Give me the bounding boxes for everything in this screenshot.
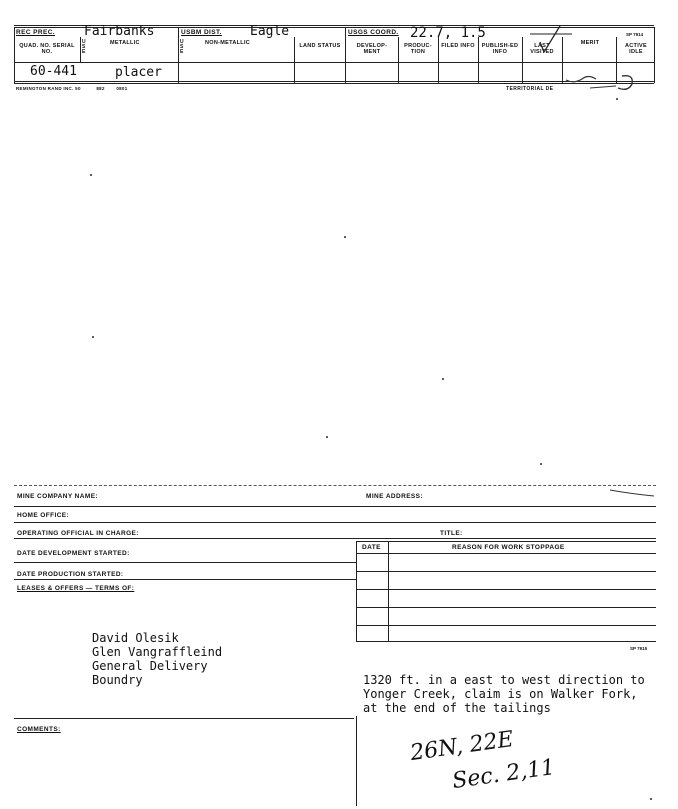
leases-label: LEASES & OFFERS — TERMS OF: <box>17 585 135 592</box>
pen-stroke-icon <box>608 486 656 498</box>
rec-prec-value: Fairbanks <box>84 24 155 39</box>
rule <box>356 716 357 806</box>
use-letter: U <box>180 39 184 45</box>
rule <box>356 541 357 641</box>
mine-address-label: MINE ADDRESS: <box>366 493 423 500</box>
use-letters-nonmetallic <box>180 40 184 55</box>
col-serial-no: SERIAL NO. <box>41 43 75 55</box>
rule <box>14 27 15 83</box>
rule <box>14 718 354 719</box>
printer-code-2: 0801 <box>116 86 128 91</box>
location-note-line: Yonger Creek, claim is on Walker Fork, <box>363 687 638 701</box>
rule <box>356 625 656 626</box>
rule <box>14 506 656 507</box>
col-last-visited: LAST VISITED <box>530 43 554 55</box>
col-metallic: METALLIC <box>110 40 140 46</box>
usgs-coord-label: USGS COORD. <box>348 29 399 36</box>
lessee-line: David Olesik <box>92 631 179 645</box>
speck <box>90 174 92 176</box>
col-development: DEVELOP-MENT <box>356 43 388 55</box>
mine-company-name-label: MINE COMPANY NAME: <box>17 493 98 500</box>
usbm-dist-label: USBM DIST. <box>181 29 222 36</box>
rule <box>356 607 656 608</box>
col-production: PRODUC-TION <box>404 43 432 55</box>
rule <box>438 37 439 83</box>
title-label: TITLE: <box>440 530 463 537</box>
speck <box>540 463 542 465</box>
rule <box>388 541 389 641</box>
handwritten-section: Sec. 2,11 <box>450 754 557 795</box>
lessee-line: Glen Vangraffleind <box>92 645 223 659</box>
rule <box>178 27 179 83</box>
col-merit: MERIT <box>580 40 600 46</box>
printer-line <box>16 86 128 91</box>
speck <box>344 236 346 238</box>
operating-official-label: OPERATING OFFICIAL IN CHARGE: <box>17 530 139 537</box>
use-letters-metallic <box>82 40 86 55</box>
use-letter: U <box>82 39 86 45</box>
form-number-2: SP 7915 <box>630 646 648 651</box>
handwritten-township: 26N, 22E <box>408 726 516 767</box>
col-active-idle: ACTIVE IDLE <box>625 43 647 55</box>
rec-prec-label: REC PREC. <box>16 29 55 36</box>
territorial-label: TERRITORIAL DE <box>506 86 554 92</box>
col-quad-serial <box>14 43 80 55</box>
date-prod-label: DATE PRODUCTION STARTED: <box>17 571 124 578</box>
comments-label: COMMENTS: <box>17 726 61 733</box>
rule <box>356 553 656 554</box>
rule <box>14 538 656 539</box>
speck <box>326 436 328 438</box>
location-note-line: 1320 ft. in a east to west direction to <box>363 673 645 687</box>
use-letter: S <box>82 44 86 50</box>
usgs-coord-value: 22.7, 1.5 <box>410 25 486 41</box>
rule <box>522 37 523 83</box>
rule <box>14 522 656 523</box>
printer-code-1: 882 <box>96 86 105 91</box>
form-number: SP 7914 <box>626 32 644 37</box>
speck <box>442 378 444 380</box>
lessee-line: General Delivery <box>92 659 208 673</box>
use-letter: E <box>180 49 184 55</box>
rule <box>80 37 81 62</box>
card-edge <box>14 485 656 486</box>
col-quad-no: QUAD. NO. <box>19 43 51 49</box>
rule <box>398 37 399 83</box>
speck <box>650 798 652 800</box>
use-letter: E <box>82 49 86 55</box>
rule <box>356 541 656 542</box>
col-land-status: LAND STATUS <box>299 43 341 49</box>
usbm-dist-value: Eagle <box>250 24 290 39</box>
speck <box>616 98 618 100</box>
printer-name: REMINGTON RAND INC. 50 <box>16 86 81 91</box>
col-non-metallic: NON-METALLIC <box>205 40 251 46</box>
col-published-info: PUBLISH-ED INFO <box>481 43 519 55</box>
reason-col-label: REASON FOR WORK STOPPAGE <box>452 544 565 551</box>
rule <box>14 579 356 580</box>
rule <box>478 37 479 83</box>
rule <box>356 571 656 572</box>
home-office-label: HOME OFFICE: <box>17 512 70 519</box>
use-letter: S <box>180 44 184 50</box>
metallic-value: placer <box>115 65 162 80</box>
rule <box>294 37 295 83</box>
location-note-line: at the end of the tailings <box>363 701 551 715</box>
rule <box>356 641 656 642</box>
rule <box>14 562 356 563</box>
date-col-label: DATE <box>362 544 381 551</box>
date-dev-label: DATE DEVELOPMENT STARTED: <box>17 550 130 557</box>
lessee-line: Boundry <box>92 673 143 687</box>
speck <box>92 336 94 338</box>
rule <box>356 589 656 590</box>
rule <box>345 27 346 83</box>
col-filed-info: FILED INFO <box>441 43 475 49</box>
quad-serial-value: 60-441 <box>30 64 77 79</box>
